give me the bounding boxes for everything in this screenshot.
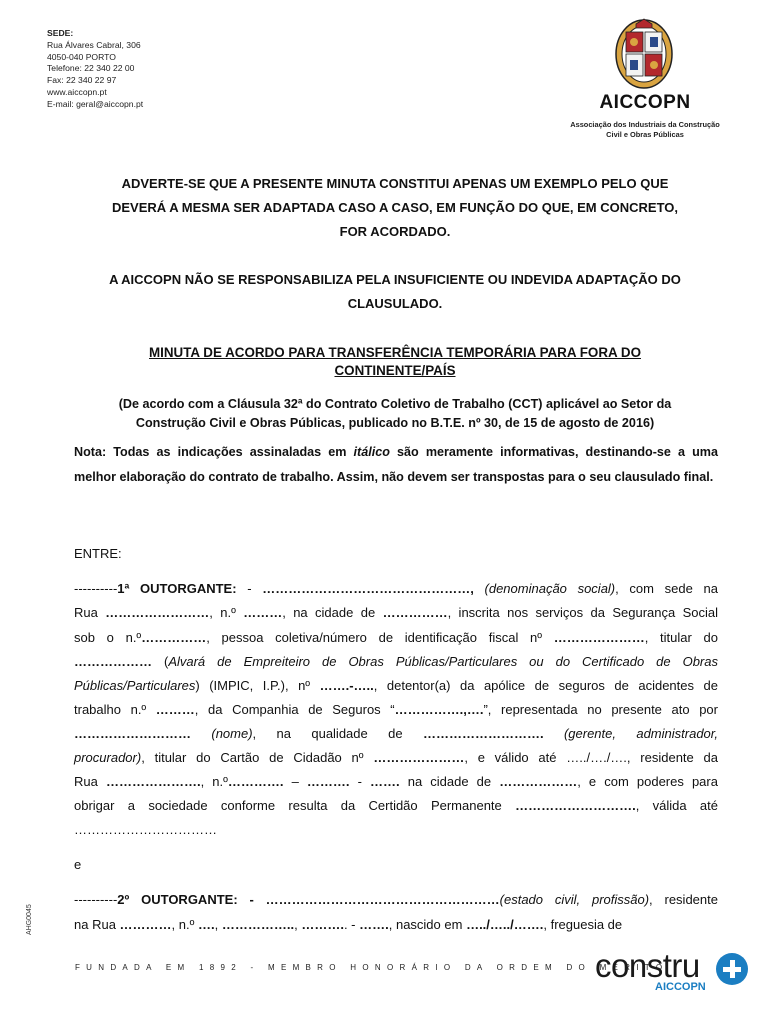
text: Rua (74, 605, 106, 620)
text: ( (152, 654, 169, 669)
outorgante1-line (74, 674, 718, 698)
outorgante2-line (74, 913, 718, 937)
blank-field: ………. (301, 917, 344, 932)
warning-line: ADVERTE-SE QUE A PRESENTE MINUTA CONSTITUI APENAS UM EXEMPLO PELO QUE (121, 176, 669, 191)
italic-hint: (nome) (191, 726, 253, 741)
text: – (283, 774, 307, 789)
italic-hint: (denominação social) (473, 581, 616, 596)
text: , detentor(a) da apólice de seguros de acidentes de (373, 678, 718, 693)
outorgante1-line (74, 794, 718, 818)
document-subtitle (74, 395, 716, 433)
italic-hint: (estado civil, profissão) (499, 892, 650, 907)
blank-field: …………………… (105, 605, 210, 620)
logo-subtitle (560, 120, 730, 139)
outorgante1-line (74, 626, 718, 650)
blank-field: …………….,…. (394, 702, 484, 717)
address-line: 4050-040 PORTO (47, 51, 116, 62)
blank-field: …………… (141, 630, 207, 645)
text: , n.º (171, 917, 198, 932)
outorgante1-line (74, 698, 718, 722)
blank-field: ………………………. (515, 798, 636, 813)
outorgante1-line (74, 601, 718, 625)
outorgante2-line (74, 888, 718, 912)
email-line: E-mail: geral@aiccopn.pt (47, 98, 144, 109)
sede-label: SEDE: (47, 28, 74, 38)
text: , residente (649, 892, 718, 907)
constru-logo (595, 947, 755, 999)
outorgante-label: 2º OUTORGANTE: - (117, 892, 254, 907)
blank-field: …………….. (221, 917, 295, 932)
outorgante1-line (74, 577, 718, 601)
outorgante1-line (74, 650, 718, 674)
warning-line: FOR ACORDADO. (339, 224, 451, 239)
blank-field: …………. (227, 774, 284, 789)
footer-motto: FUNDADA EM 1892 - MEMBRO HONORÁRIO DA ORDEM DO MÉRITO (75, 963, 669, 972)
text: , titular do (644, 630, 718, 645)
subtitle-line: Construção Civil e Obras Públicas, publicado no B.T.E. nº 30, de 15 de agosto de 2016) (135, 416, 655, 430)
website-line: www.aiccopn.pt (47, 86, 107, 97)
text: , inscrita nos serviços da Segurança Social (447, 605, 718, 620)
disclaimer-line: CLAUSULADO. (347, 296, 443, 311)
blank-field: ……………… (74, 654, 152, 669)
italic-hint: (gerente, administrador, (543, 726, 718, 741)
text: , nascido em (388, 917, 467, 932)
logo-subtitle-line: Civil e Obras Públicas (606, 129, 684, 139)
text: , na cidade de (282, 605, 383, 620)
nota-paragraph (74, 440, 718, 490)
outorgante-label: 1ª OUTORGANTE: (117, 581, 237, 596)
subtitle-line: (De acordo com a Cláusula 32ª do Contrato Coletivo de Trabalho (CCT) aplicável ao Setor da (118, 397, 672, 411)
text: . - (343, 917, 360, 932)
text: , (214, 917, 222, 932)
aiccopn-logo (560, 18, 730, 143)
italic-hint: Alvará de Empreiteiro de Obras Públicas/Particulares ou do Certificado de Obras (168, 654, 718, 669)
blank-field: ………………… (553, 630, 645, 645)
text: , n.º (200, 774, 228, 789)
text: - (349, 774, 371, 789)
address-line: Rua Álvares Cabral, 306 (47, 39, 141, 50)
text: , e válido até …../…./…., residente da (464, 750, 719, 765)
blank-field: ………. (306, 774, 350, 789)
outorgante1-line (74, 770, 718, 794)
text: obrigar a sociedade conforme resulta da Certidão Permanente (74, 798, 516, 813)
constru-wordmark: constru (595, 947, 700, 984)
text: trabalho n.º (74, 702, 156, 717)
logo-name: AICCOPN (599, 92, 691, 113)
outorgante1-line: …………………………… (74, 822, 217, 837)
blank-field: ……… (155, 702, 195, 717)
blank-field: ……. (359, 917, 389, 932)
plus-icon (716, 953, 748, 985)
document-title (70, 344, 720, 380)
fax-line: Fax: 22 340 22 97 (47, 75, 117, 86)
warning-line: DEVERÁ A MESMA SER ADAPTADA CASO A CASO, EM FUNÇÃO DO QUE, EM CONCRETO, (111, 200, 678, 215)
blank-field: ………… (119, 917, 172, 932)
constru-subtitle: AICCOPN (655, 981, 706, 993)
nota-text: são meramente informativas, destinando-se a uma melhor elaboração do contrato de trabalho. Assim, não devem ser transpostas para o seu clausulado final. (74, 445, 718, 484)
warning-notice (70, 172, 720, 244)
text: sob o n.º (74, 630, 142, 645)
text: , (294, 917, 302, 932)
title-line: CONTINENTE/PAÍS (334, 363, 456, 378)
text: , da Companhia de Seguros “ (194, 702, 395, 717)
text: , com sede na (615, 581, 718, 596)
blank-field: ………………………. (422, 726, 544, 741)
logo-subtitle-line: Associação dos Industriais da Construção (570, 120, 720, 129)
text: na Rua (74, 917, 120, 932)
blank-field: …../…../……. (466, 917, 544, 932)
blank-field: ……… (243, 605, 283, 620)
text: ”, representada no presente ato por (483, 702, 718, 717)
text: ) (IMPIC, I.P.), nº (195, 678, 320, 693)
disclaimer-line: A AICCOPN NÃO SE RESPONSABILIZA PELA INSUFICIENTE OU INDEVIDA ADAPTAÇÃO DO (109, 272, 681, 287)
text: na cidade de (399, 774, 500, 789)
dash-fill: ---------- (74, 581, 118, 596)
entre-label: ENTRE: (74, 546, 122, 561)
text: - (236, 581, 263, 596)
text: , titular do Cartão de Cidadão nº (141, 750, 374, 765)
blank-field: …………… (382, 605, 448, 620)
nota-italic: itálico (353, 445, 390, 459)
text: , válida até (635, 798, 718, 813)
blank-field: …………………. (105, 774, 201, 789)
document-code: AHG0045 (26, 904, 33, 935)
blank-field: ……. (370, 774, 400, 789)
blank-field: …………………………………………, (262, 581, 474, 596)
italic-hint: Públicas/Particulares (74, 678, 196, 693)
text: , n.º (209, 605, 244, 620)
text: , na qualidade de (252, 726, 423, 741)
blank-field: ……………………………………………… (253, 892, 500, 907)
disclaimer-notice (70, 268, 720, 316)
dash-fill: ---------- (74, 892, 118, 907)
outorgante1-line (74, 722, 718, 746)
text: Rua (74, 774, 106, 789)
outorgante1-line (74, 746, 718, 770)
blank-field: …. (197, 917, 215, 932)
blank-field: …….-….. (319, 678, 374, 693)
coat-of-arms-icon (614, 18, 674, 90)
conjunction-e: e (74, 857, 82, 872)
phone-line: Telefone: 22 340 22 00 (47, 63, 135, 74)
text: , pessoa coletiva/número de identificação fiscal nº (206, 630, 554, 645)
nota-text: Nota: Todas as indicações assinaladas em (74, 445, 354, 459)
text: , freguesia de (543, 917, 623, 932)
header-address (47, 28, 143, 111)
title-line: MINUTA DE ACORDO PARA TRANSFERÊNCIA TEMPORÁRIA PARA FORA DO (149, 345, 641, 360)
blank-field: ………………… (373, 750, 465, 765)
text: , e com poderes para (577, 774, 718, 789)
blank-field: ……………………… (74, 726, 191, 741)
blank-field: ……………… (499, 774, 578, 789)
italic-hint: procurador) (74, 750, 142, 765)
